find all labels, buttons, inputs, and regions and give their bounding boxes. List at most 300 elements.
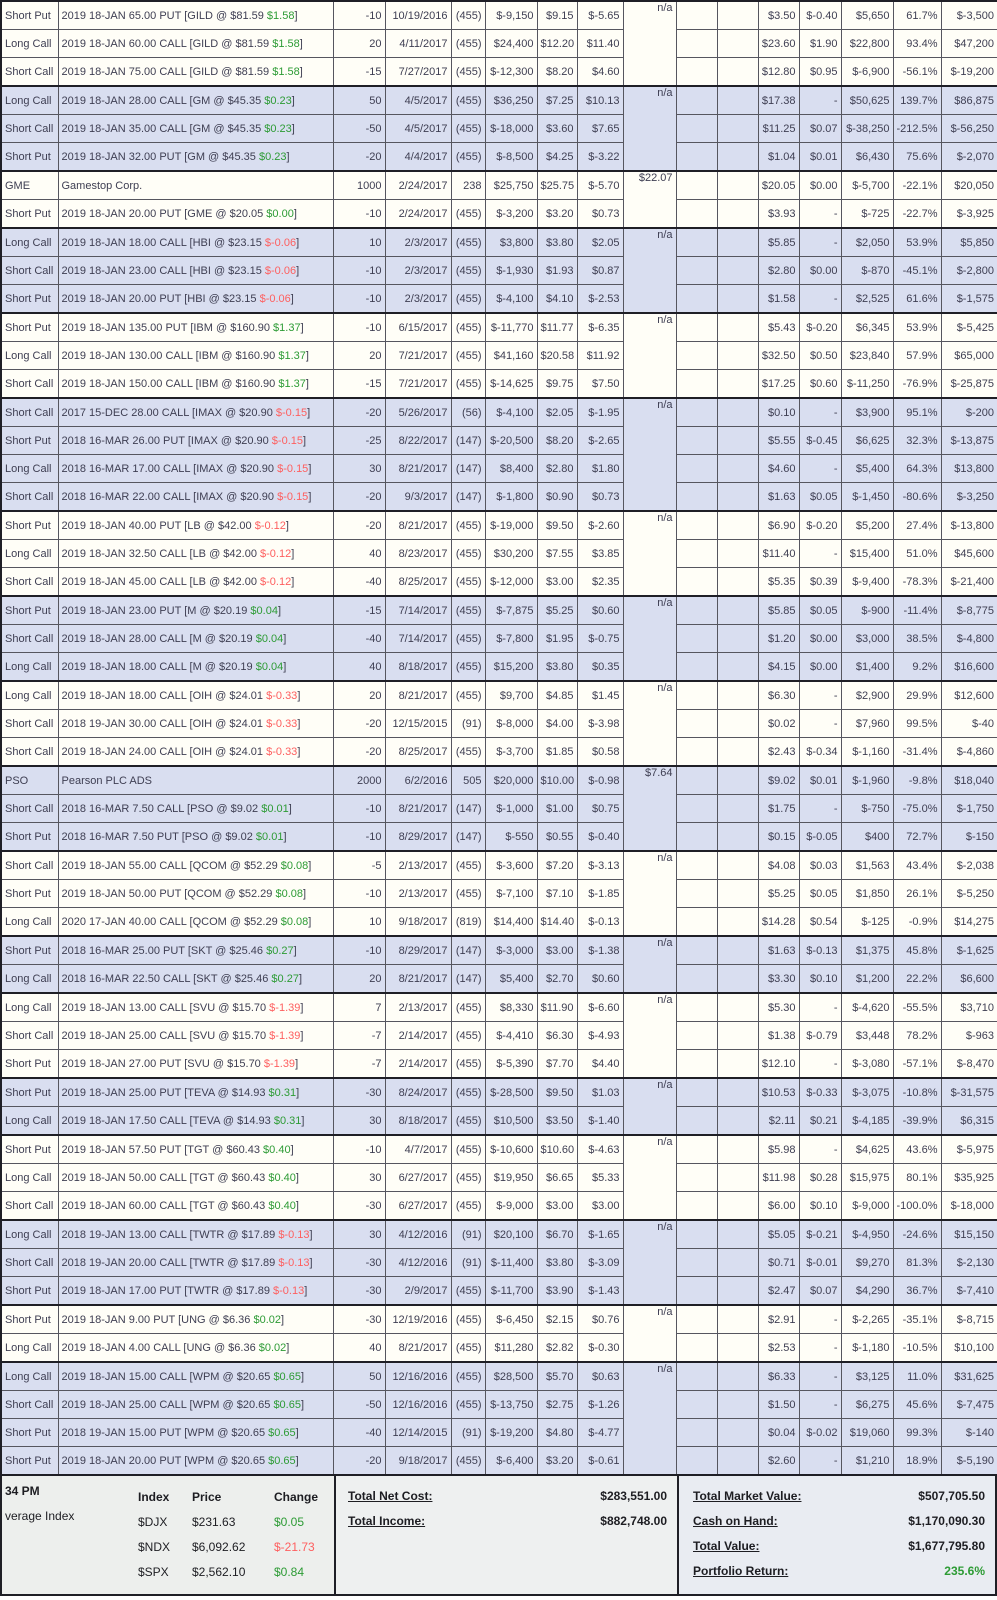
market-value-cell: $-2,130: [941, 1249, 997, 1277]
qty-cell: -7: [333, 1050, 385, 1079]
spacer-cell: [676, 511, 717, 540]
desc-text: 2019 18-JAN 50.00 PUT [QCOM @ $52.29: [61, 887, 276, 900]
price-cell: $8.20: [537, 58, 577, 87]
last-price-cell: $5.43: [758, 313, 799, 342]
position-row: [1, 1050, 997, 1079]
spacer-cell: [676, 681, 717, 710]
desc-text: ]: [299, 65, 303, 78]
position-type-cell: Short Call: [1, 1022, 58, 1050]
spacer-cell: [676, 398, 717, 427]
spacer-cell: [676, 823, 717, 852]
desc-text: 2018 16-MAR 22.00 CALL [IMAX @ $20.90: [61, 490, 278, 503]
position-desc-cell: [58, 86, 333, 115]
cost-cell: $-5,390: [485, 1050, 537, 1079]
day-option-change-cell: $-0.61: [577, 1447, 623, 1476]
price-change-cell: $0.07: [799, 115, 841, 143]
underlying-change: $-0.06: [259, 292, 291, 305]
gain-pct-cell: 93.4%: [893, 30, 941, 58]
position-desc-cell: [58, 1022, 333, 1050]
spacer-cell: [717, 30, 758, 58]
last-price-cell: $6.00: [758, 1192, 799, 1221]
market-value-cell: $-3,250: [941, 483, 997, 512]
cost-cell: $20,000: [485, 766, 537, 795]
desc-text: 2019 18-JAN 13.00 CALL [SVU @ $15.70: [61, 1001, 270, 1014]
spacer-cell: [676, 30, 717, 58]
price-change-cell: $-0.13: [799, 936, 841, 965]
date-cell: 7/21/2017: [385, 342, 451, 370]
day-option-change-cell: $-3.22: [577, 143, 623, 172]
last-price-cell: $6.30: [758, 681, 799, 710]
price-cell: $7.20: [537, 851, 577, 880]
price-change-cell: $0.39: [799, 568, 841, 597]
spacer-cell: [676, 1305, 717, 1334]
last-price-cell: $14.28: [758, 908, 799, 937]
market-value-cell: $-8,470: [941, 1050, 997, 1079]
position-row: [1, 1334, 997, 1363]
underlying-price-cell: n/a: [623, 86, 676, 171]
position-type-cell: Short Call: [1, 58, 58, 87]
desc-text: ]: [288, 802, 292, 815]
cost-cell: $-4,100: [485, 398, 537, 427]
last-price-cell: $5.25: [758, 880, 799, 908]
gain-pct-cell: -56.1%: [893, 58, 941, 87]
date-cell: 4/7/2017: [385, 1135, 451, 1164]
date-cell: 12/15/2015: [385, 710, 451, 738]
qty-cell: -7: [333, 1022, 385, 1050]
qty-cell: 40: [333, 1334, 385, 1363]
position-desc-cell: [58, 1220, 333, 1249]
desc-text: ]: [295, 1454, 299, 1467]
underlying-change: $0.23: [264, 122, 292, 135]
desc-text: 2019 18-JAN 18.00 CALL [OIH @ $24.01: [61, 689, 267, 702]
desc-text: 2019 18-JAN 18.00 CALL [M @ $20.19: [61, 660, 256, 673]
price-cell: $3.80: [537, 1249, 577, 1277]
price-change-cell: $0.10: [799, 1192, 841, 1221]
total-market-value-value: $507,705.50: [918, 1488, 985, 1503]
desc-text: ]: [308, 915, 312, 928]
cost-cell: $28,500: [485, 1362, 537, 1391]
position-row: [1, 1305, 997, 1334]
gain-loss-cell: $-1,180: [841, 1334, 893, 1363]
cost-cell: $-18,000: [485, 115, 537, 143]
gain-pct-cell: -22.1%: [893, 171, 941, 200]
price-change-cell: -: [799, 710, 841, 738]
last-price-cell: $17.25: [758, 370, 799, 399]
qty-cell: -30: [333, 1277, 385, 1306]
underlying-change: $-0.12: [260, 575, 292, 588]
spacer-cell: [717, 171, 758, 200]
underlying-change: $0.31: [273, 1114, 302, 1127]
day-option-change-cell: $-1.43: [577, 1277, 623, 1306]
spacer-cell: [717, 1022, 758, 1050]
cost-cell: $-10,600: [485, 1135, 537, 1164]
spacer-cell: [717, 143, 758, 172]
last-price-cell: $5.85: [758, 228, 799, 257]
cash-on-hand-row: [693, 1508, 985, 1533]
spacer-cell: [676, 342, 717, 370]
desc-text: ]: [291, 94, 295, 107]
gain-pct-cell: -31.4%: [893, 738, 941, 767]
date-cell: 12/19/2016: [385, 1305, 451, 1334]
position-desc-cell: [58, 398, 333, 427]
position-desc-cell: [58, 823, 333, 852]
position-row: [1, 1362, 997, 1391]
market-value-cell: $-31,575: [941, 1078, 997, 1107]
position-desc-cell: [58, 653, 333, 682]
days-cell: (455): [451, 1362, 485, 1391]
gain-loss-cell: $22,800: [841, 30, 893, 58]
position-row: [1, 285, 997, 314]
position-row: [1, 880, 997, 908]
date-cell: 2/13/2017: [385, 993, 451, 1022]
gain-pct-cell: -212.5%: [893, 115, 941, 143]
position-type-cell: Short Call: [1, 370, 58, 399]
last-price-cell: $10.53: [758, 1078, 799, 1107]
last-price-cell: $5.05: [758, 1220, 799, 1249]
spacer-cell: [717, 795, 758, 823]
desc-text: ]: [305, 349, 309, 362]
cost-cell: $-9,000: [485, 1192, 537, 1221]
position-desc-cell: [58, 455, 333, 483]
qty-cell: 7: [333, 993, 385, 1022]
underlying-change: $0.40: [263, 1143, 291, 1156]
desc-text: 2019 18-JAN 25.00 CALL [WPM @ $20.65: [61, 1398, 274, 1411]
gain-pct-cell: 27.4%: [893, 511, 941, 540]
qty-cell: -20: [333, 483, 385, 512]
spacer-cell: [717, 540, 758, 568]
position-desc-cell: [58, 625, 333, 653]
spacer-cell: [717, 1078, 758, 1107]
last-price-cell: $6.33: [758, 1362, 799, 1391]
position-type-cell: Short Put: [1, 1419, 58, 1447]
price-cell: $3.20: [537, 200, 577, 229]
underlying-price-cell: $22.07: [623, 171, 676, 228]
underlying-change: $-0.12: [260, 547, 292, 560]
qty-cell: -10: [333, 936, 385, 965]
footer-cost-panel: [336, 1476, 679, 1594]
date-cell: 10/19/2016: [385, 1, 451, 30]
days-cell: (455): [451, 30, 485, 58]
desc-text: ]: [300, 1398, 305, 1411]
gain-loss-cell: $3,448: [841, 1022, 893, 1050]
underlying-change: $0.27: [266, 944, 294, 957]
qty-cell: 30: [333, 1164, 385, 1192]
days-cell: (455): [451, 596, 485, 625]
timestamp: 34 PM: [5, 1484, 40, 1498]
price-change-cell: $0.00: [799, 625, 841, 653]
spacer-cell: [676, 908, 717, 937]
day-option-change-cell: $-1.65: [577, 1220, 623, 1249]
market-value-cell: $-150: [941, 823, 997, 852]
position-desc-cell: [58, 342, 333, 370]
spacer-cell: [717, 483, 758, 512]
price-change-cell: -: [799, 1334, 841, 1363]
gain-loss-cell: $1,400: [841, 653, 893, 682]
spacer-cell: [676, 1419, 717, 1447]
cost-cell: $-13,750: [485, 1391, 537, 1419]
cost-cell: $-19,200: [485, 1419, 537, 1447]
day-option-change-cell: $-2.53: [577, 285, 623, 314]
underlying-change: $-0.13: [273, 1284, 305, 1297]
position-desc-cell: [58, 993, 333, 1022]
qty-cell: 20: [333, 681, 385, 710]
qty-cell: -30: [333, 1192, 385, 1221]
underlying-change: $0.01: [261, 802, 289, 815]
underlying-change: $0.23: [264, 94, 292, 107]
desc-text: Gamestop Corp.: [61, 179, 143, 192]
position-row: [1, 370, 997, 399]
days-cell: (455): [451, 1022, 485, 1050]
desc-text: ]: [295, 1426, 299, 1439]
spacer-cell: [676, 86, 717, 115]
underlying-change: $0.65: [273, 1398, 301, 1411]
qty-cell: 10: [333, 228, 385, 257]
underlying-change: $-0.33: [266, 717, 298, 730]
cost-cell: $10,500: [485, 1107, 537, 1136]
qty-cell: -10: [333, 1135, 385, 1164]
underlying-price-cell: n/a: [623, 1362, 676, 1475]
underlying-change: $0.08: [275, 887, 303, 900]
desc-text: 2019 18-JAN 23.00 PUT [M @ $20.19: [61, 604, 251, 617]
spacer-cell: [717, 625, 758, 653]
date-cell: 8/25/2017: [385, 568, 451, 597]
gain-loss-cell: $-725: [841, 200, 893, 229]
price-change-cell: $0.03: [799, 851, 841, 880]
day-option-change-cell: $1.45: [577, 681, 623, 710]
desc-text: 2018 19-JAN 20.00 CALL [TWTR @ $17.89: [61, 1256, 279, 1269]
last-price-cell: $0.10: [758, 398, 799, 427]
desc-text: 2019 18-JAN 24.00 CALL [OIH @ $24.01: [61, 745, 267, 758]
cost-cell: $-1,930: [485, 257, 537, 285]
market-value-cell: $18,040: [941, 766, 997, 795]
spacer-cell: [676, 710, 717, 738]
gain-loss-cell: $4,625: [841, 1135, 893, 1164]
gain-pct-cell: -39.9%: [893, 1107, 941, 1136]
spacer-cell: [676, 200, 717, 229]
price-change-cell: $0.05: [799, 880, 841, 908]
date-cell: 8/18/2017: [385, 653, 451, 682]
desc-text: ]: [300, 321, 304, 334]
gain-pct-cell: 11.0%: [893, 1362, 941, 1391]
average-index-label: verage Index: [5, 1509, 75, 1523]
date-cell: 7/21/2017: [385, 370, 451, 399]
underlying-change: $1.58: [266, 9, 295, 22]
underlying-change: $0.08: [280, 859, 309, 872]
market-value-cell: $65,000: [941, 342, 997, 370]
gain-pct-cell: -11.4%: [893, 596, 941, 625]
market-value-cell: $15,150: [941, 1220, 997, 1249]
spacer-cell: [717, 710, 758, 738]
date-cell: 9/3/2017: [385, 483, 451, 512]
index-change: $0.05: [274, 1514, 305, 1529]
gain-pct-cell: 61.7%: [893, 1, 941, 30]
spacer-cell: [717, 257, 758, 285]
position-type-cell: Short Put: [1, 143, 58, 172]
desc-text: ]: [291, 122, 295, 135]
position-type-cell: Short Call: [1, 795, 58, 823]
days-cell: (455): [451, 1, 485, 30]
position-type-cell: Short Put: [1, 285, 58, 314]
date-cell: 2/14/2017: [385, 1050, 451, 1079]
qty-cell: -5: [333, 851, 385, 880]
index-price: $6,092.62: [192, 1539, 246, 1554]
total-income-label: Total Income:: [348, 1513, 426, 1528]
total-value-value: $1,677,795.80: [908, 1538, 985, 1553]
desc-text: ]: [300, 1029, 304, 1042]
spacer-cell: [717, 1192, 758, 1221]
price-change-cell: -: [799, 228, 841, 257]
qty-cell: -20: [333, 710, 385, 738]
cost-cell: $25,750: [485, 171, 537, 200]
days-cell: (147): [451, 455, 485, 483]
price-cell: $2.75: [537, 1391, 577, 1419]
underlying-change: $-1.39: [269, 1001, 301, 1014]
day-option-change-cell: $-3.09: [577, 1249, 623, 1277]
position-row: [1, 965, 997, 994]
total-net-cost-value: $283,551.00: [600, 1488, 667, 1503]
spacer-cell: [676, 851, 717, 880]
date-cell: 8/18/2017: [385, 1107, 451, 1136]
desc-text: ]: [309, 1228, 313, 1241]
qty-cell: -10: [333, 200, 385, 229]
last-price-cell: $2.80: [758, 257, 799, 285]
position-row: [1, 1391, 997, 1419]
market-value-cell: $-40: [941, 710, 997, 738]
gain-loss-cell: $-900: [841, 596, 893, 625]
day-option-change-cell: $-3.98: [577, 710, 623, 738]
cost-cell: $-12,000: [485, 568, 537, 597]
desc-text: 2018 19-JAN 13.00 CALL [TWTR @ $17.89: [61, 1228, 279, 1241]
last-price-cell: $5.55: [758, 427, 799, 455]
underlying-change: $0.27: [271, 972, 299, 985]
spacer-cell: [676, 880, 717, 908]
last-price-cell: $9.02: [758, 766, 799, 795]
price-cell: $3.00: [537, 936, 577, 965]
market-value-cell: $6,315: [941, 1107, 997, 1136]
day-option-change-cell: $4.40: [577, 1050, 623, 1079]
days-cell: (147): [451, 795, 485, 823]
spacer-cell: [717, 370, 758, 399]
gain-pct-cell: 51.0%: [893, 540, 941, 568]
qty-cell: 30: [333, 1220, 385, 1249]
gain-loss-cell: $-2,265: [841, 1305, 893, 1334]
spacer-cell: [676, 1192, 717, 1221]
days-cell: (147): [451, 483, 485, 512]
underlying-change: $1.37: [273, 321, 301, 334]
date-cell: 8/21/2017: [385, 795, 451, 823]
position-type-cell: Short Put: [1, 511, 58, 540]
cost-cell: $-6,400: [485, 1447, 537, 1476]
gain-loss-cell: $1,563: [841, 851, 893, 880]
spacer-cell: [717, 936, 758, 965]
underlying-change: $-0.06: [264, 236, 297, 249]
underlying-change: $0.02: [258, 1341, 287, 1354]
gain-pct-cell: -78.3%: [893, 568, 941, 597]
days-cell: (455): [451, 313, 485, 342]
days-cell: (455): [451, 1078, 485, 1107]
spacer-cell: [676, 370, 717, 399]
position-type-cell: Short Put: [1, 1305, 58, 1334]
market-value-cell: $35,925: [941, 1164, 997, 1192]
gain-loss-cell: $5,200: [841, 511, 893, 540]
position-type-cell: Long Call: [1, 30, 58, 58]
cost-cell: $-4,410: [485, 1022, 537, 1050]
date-cell: 2/3/2017: [385, 285, 451, 314]
cost-cell: $-3,700: [485, 738, 537, 767]
spacer-cell: [676, 1022, 717, 1050]
spacer-cell: [676, 143, 717, 172]
date-cell: 8/21/2017: [385, 681, 451, 710]
days-cell: (455): [451, 1135, 485, 1164]
market-value-cell: $-1,625: [941, 936, 997, 965]
position-type-cell: Long Call: [1, 1164, 58, 1192]
spacer-cell: [717, 681, 758, 710]
position-type-cell: PSO: [1, 766, 58, 795]
position-row: [1, 511, 997, 540]
day-option-change-cell: $0.73: [577, 483, 623, 512]
days-cell: (455): [451, 1192, 485, 1221]
gain-loss-cell: $2,900: [841, 681, 893, 710]
price-change-cell: $-0.01: [799, 1249, 841, 1277]
spacer-cell: [676, 993, 717, 1022]
spacer-cell: [717, 596, 758, 625]
spacer-cell: [676, 1334, 717, 1363]
qty-cell: 1000: [333, 171, 385, 200]
position-type-cell: Long Call: [1, 681, 58, 710]
market-value-cell: $-3,925: [941, 200, 997, 229]
day-option-change-cell: $0.58: [577, 738, 623, 767]
index-col-header: Index: [138, 1489, 170, 1504]
price-cell: $5.70: [537, 1362, 577, 1391]
summary-footer: [0, 1476, 997, 1596]
last-price-cell: $1.75: [758, 795, 799, 823]
desc-text: ]: [309, 1256, 313, 1269]
position-desc-cell: [58, 1419, 333, 1447]
index-price: $2,562.10: [192, 1564, 246, 1579]
days-cell: (455): [451, 58, 485, 87]
position-row: [1, 540, 997, 568]
date-cell: 12/16/2016: [385, 1362, 451, 1391]
portfolio-return-label: Portfolio Return:: [693, 1563, 789, 1578]
spacer-cell: [717, 1305, 758, 1334]
index-row-ndx: [138, 1534, 350, 1559]
spacer-cell: [717, 398, 758, 427]
price-change-cell: -: [799, 1305, 841, 1334]
position-type-cell: Short Call: [1, 1249, 58, 1277]
desc-text: ]: [295, 1199, 299, 1212]
spacer-cell: [717, 568, 758, 597]
position-row: [1, 30, 997, 58]
position-desc-cell: [58, 58, 333, 87]
last-price-cell: $1.50: [758, 1391, 799, 1419]
gain-loss-cell: $-125: [841, 908, 893, 937]
price-cell: $7.25: [537, 86, 577, 115]
price-cell: $2.70: [537, 965, 577, 994]
days-cell: (455): [451, 115, 485, 143]
price-cell: $9.75: [537, 370, 577, 399]
day-option-change-cell: $11.40: [577, 30, 623, 58]
day-option-change-cell: $3.00: [577, 1192, 623, 1221]
price-cell: $11.77: [537, 313, 577, 342]
gain-loss-cell: $-9,000: [841, 1192, 893, 1221]
spacer-cell: [717, 115, 758, 143]
desc-text: 2019 18-JAN 55.00 CALL [QCOM @ $52.29: [61, 859, 281, 872]
days-cell: (455): [451, 370, 485, 399]
spacer-cell: [717, 455, 758, 483]
date-cell: 5/26/2017: [385, 398, 451, 427]
position-desc-cell: [58, 30, 333, 58]
gain-loss-cell: $-5,700: [841, 171, 893, 200]
